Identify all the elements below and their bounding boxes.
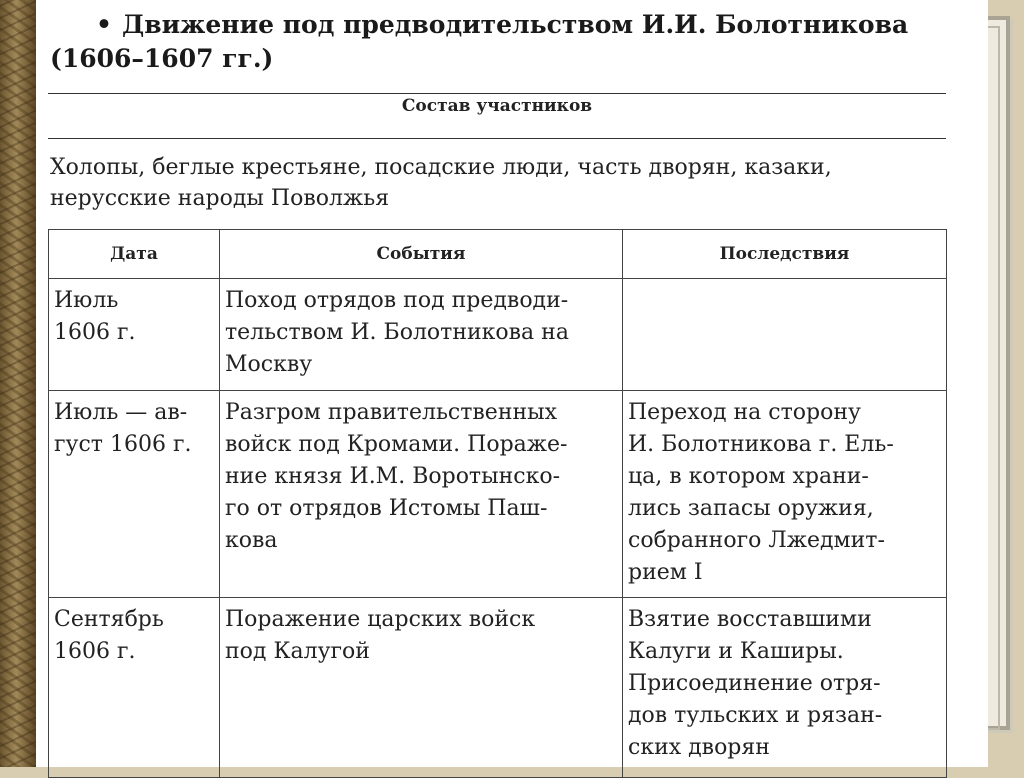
- cell-event: Поход отрядов под предводи- тельством И. Болотникова на Москву: [220, 279, 623, 391]
- cell-date: Сентябрь 1606 г.: [49, 598, 220, 778]
- cell-event: Поражение царских войск под Калугой: [220, 598, 623, 778]
- document-page: [36, 0, 988, 767]
- divider-participants: [48, 138, 946, 139]
- participants-line-1: Холопы, беглые крестьяне, посадские люди, часть дворян, казаки,: [50, 155, 832, 180]
- table-row: [49, 598, 947, 778]
- title-line-1: Движение под предводительством И.И. Болотникова: [121, 10, 909, 39]
- title-line-2: (1606–1607 гг.): [50, 44, 274, 73]
- decorative-left-border: [0, 0, 36, 767]
- cell-result: Взятие восставшими Калуги и Каширы. Присоединение отря- дов тульских и рязан- ских дворян: [623, 598, 947, 778]
- document-title: [50, 8, 970, 76]
- cell-event: Разгром правительственных войск под Кромами. Пораже- ние князя И.М. Воротынско- го от отрядов Истомы Паш- кова: [220, 391, 623, 598]
- header-events: События: [220, 230, 623, 279]
- cell-result: Переход на сторону И. Болотникова г. Ель- ца, в котором храни- лись запасы оружия, собранного Лжедмит- рием I: [623, 391, 947, 598]
- cell-date: Июль 1606 г.: [49, 279, 220, 391]
- table-row: [49, 391, 947, 598]
- bullet-icon: •: [96, 10, 112, 39]
- table-row: [49, 279, 947, 391]
- header-results: Последствия: [623, 230, 947, 279]
- participants-text: [50, 152, 950, 214]
- participants-header: Состав участников: [401, 96, 593, 116]
- cell-date: Июль — ав- густ 1606 г.: [49, 391, 220, 598]
- cell-result: [623, 279, 947, 391]
- events-table: [48, 229, 947, 778]
- table-header-row: [49, 230, 947, 279]
- divider-top: [48, 93, 946, 94]
- participants-line-2: нерусские народы Поволжья: [50, 186, 390, 211]
- header-date: Дата: [49, 230, 220, 279]
